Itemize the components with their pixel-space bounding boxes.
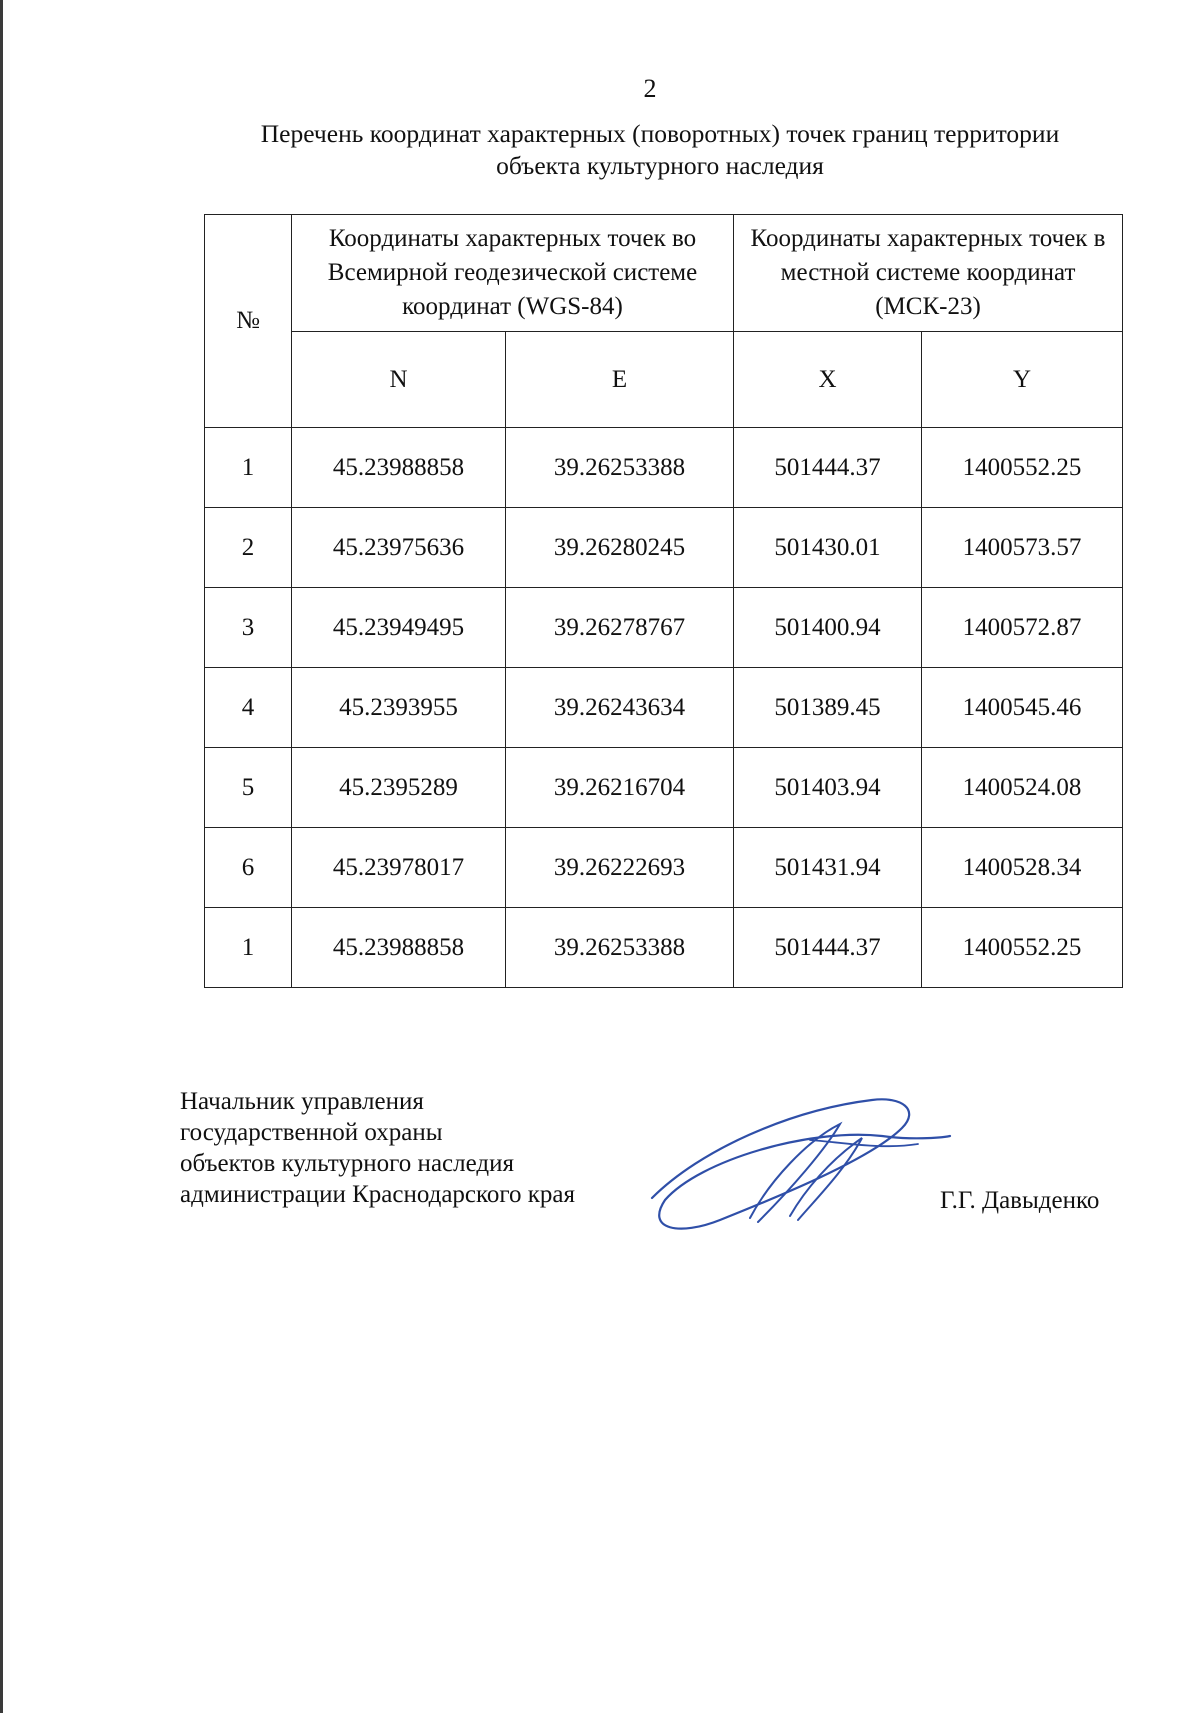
cell-number: 3 xyxy=(205,588,292,668)
position-line: Начальник управления xyxy=(180,1088,424,1115)
table-row xyxy=(205,588,1123,668)
page-number: 2 xyxy=(643,74,657,103)
cell-x: 501430.01 xyxy=(734,508,922,588)
header-y: Y xyxy=(922,332,1123,428)
cell-n: 45.23978017 xyxy=(292,828,506,908)
cell-e: 39.26216704 xyxy=(506,748,734,828)
cell-y: 1400572.87 xyxy=(922,588,1123,668)
table-body xyxy=(205,428,1123,988)
cell-y: 1400552.25 xyxy=(922,908,1123,988)
cell-n: 45.2393955 xyxy=(292,668,506,748)
title-line-1: Перечень координат характерных (поворотных) точек границ территории xyxy=(260,119,1060,148)
table-row xyxy=(205,428,1123,508)
document-title xyxy=(175,118,1145,182)
cell-y: 1400552.25 xyxy=(922,428,1123,508)
table-row xyxy=(205,668,1123,748)
cell-x: 501403.94 xyxy=(734,748,922,828)
cell-e: 39.26243634 xyxy=(506,668,734,748)
table-row xyxy=(205,748,1123,828)
signature-stroke xyxy=(790,1138,862,1220)
cell-x: 501431.94 xyxy=(734,828,922,908)
position-line: государственной охраны xyxy=(180,1119,443,1146)
header-e: E xyxy=(506,332,734,428)
signer-name: Г.Г. Давыденко xyxy=(940,1187,1100,1214)
header-x: X xyxy=(734,332,922,428)
cell-y: 1400528.34 xyxy=(922,828,1123,908)
cell-number: 6 xyxy=(205,828,292,908)
cell-e: 39.26278767 xyxy=(506,588,734,668)
header-n: N xyxy=(292,332,506,428)
cell-e: 39.26222693 xyxy=(506,828,734,908)
cell-number: 2 xyxy=(205,508,292,588)
cell-x: 501444.37 xyxy=(734,428,922,508)
handwritten-signature xyxy=(640,1080,960,1240)
scan-edge xyxy=(0,0,3,1713)
coordinates-table xyxy=(204,214,1123,988)
cell-n: 45.23988858 xyxy=(292,428,506,508)
cell-number: 1 xyxy=(205,428,292,508)
title-line-2: объекта культурного наследия xyxy=(496,151,824,180)
header-wgs84: Координаты характерных точек во Всемирной геодезической системе координат (WGS-84) xyxy=(292,215,734,332)
header-number: № xyxy=(205,215,292,428)
cell-y: 1400573.57 xyxy=(922,508,1123,588)
cell-x: 501444.37 xyxy=(734,908,922,988)
cell-number: 1 xyxy=(205,908,292,988)
position-line: администрации Краснодарского края xyxy=(180,1181,576,1208)
table-header-row xyxy=(205,215,1123,332)
table-row xyxy=(205,908,1123,988)
table-subheader-row xyxy=(205,332,1123,428)
cell-y: 1400524.08 xyxy=(922,748,1123,828)
cell-number: 5 xyxy=(205,748,292,828)
cell-n: 45.23949495 xyxy=(292,588,506,668)
signatory-position xyxy=(180,1086,575,1210)
cell-y: 1400545.46 xyxy=(922,668,1123,748)
cell-e: 39.26253388 xyxy=(506,908,734,988)
cell-number: 4 xyxy=(205,668,292,748)
cell-n: 45.2395289 xyxy=(292,748,506,828)
cell-x: 501389.45 xyxy=(734,668,922,748)
cell-e: 39.26280245 xyxy=(506,508,734,588)
table-row xyxy=(205,828,1123,908)
signature-stroke xyxy=(652,1099,950,1228)
cell-n: 45.23975636 xyxy=(292,508,506,588)
cell-x: 501400.94 xyxy=(734,588,922,668)
cell-n: 45.23988858 xyxy=(292,908,506,988)
position-line: объектов культурного наследия xyxy=(180,1150,514,1177)
header-msk23: Координаты характерных точек в местной системе координат (МСК-23) xyxy=(734,215,1123,332)
table-row xyxy=(205,508,1123,588)
cell-e: 39.26253388 xyxy=(506,428,734,508)
